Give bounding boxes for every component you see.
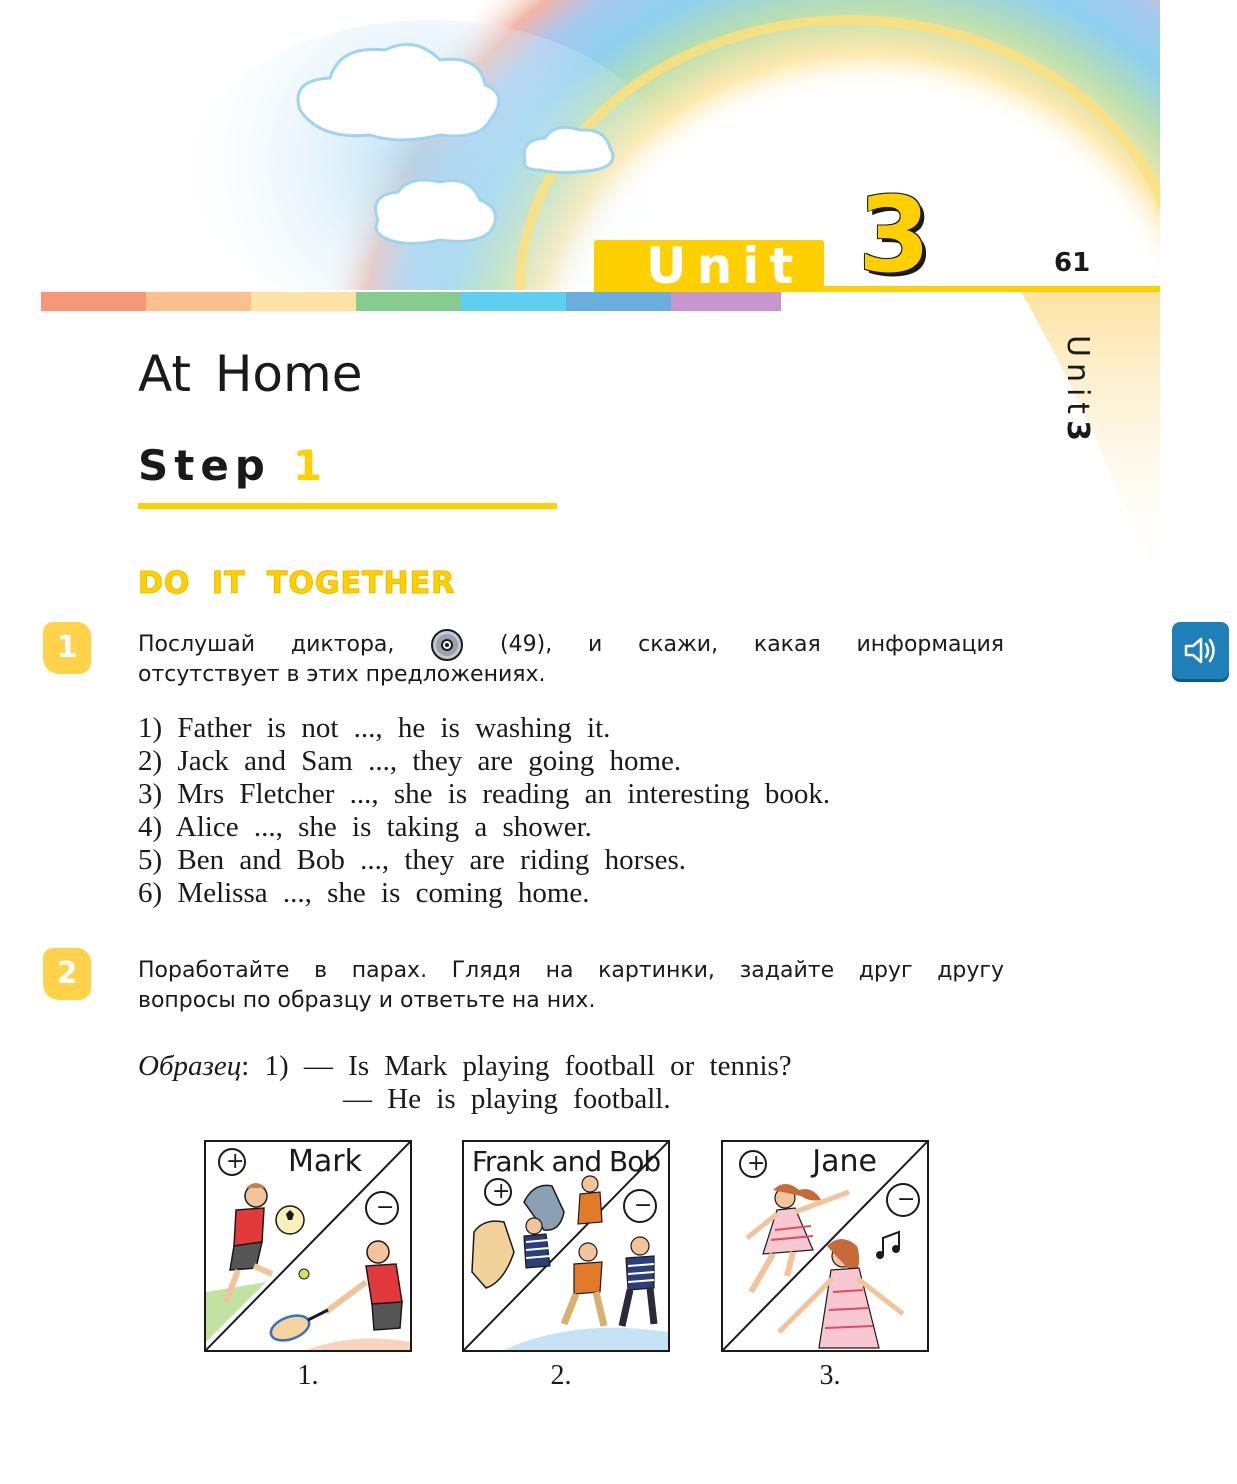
picture-jane-plus-sign: + [747,1151,766,1176]
picture-jane-name: Jane [812,1144,877,1179]
page-number: 61 [1054,248,1091,278]
picture-mark-minus-sign: − [376,1195,395,1220]
speaker-icon [1172,622,1229,679]
exercise-2-badge [43,948,91,1000]
picture-3-caption: 3. [819,1360,841,1391]
color-stripe-segment [41,292,146,311]
picture-jane-minus-sign: − [897,1187,916,1212]
model-label: Образец [138,1050,242,1082]
exercise-1-instruction [138,630,1004,690]
cd-icon[interactable] [430,628,464,662]
exercise-1-instruction-part2: и скажи, какая информация [588,632,1004,657]
picture-mark [204,1140,412,1352]
exercise-2-number: 2 [56,956,78,991]
picture-2-caption: 2. [550,1360,572,1391]
color-stripe-segment [251,292,356,311]
unit-label: Unit [646,237,804,295]
model-question-row [138,1050,792,1083]
side-tab-number: 3 [1060,420,1095,447]
model-dialogue [138,1050,792,1116]
exercise-2-instruction-line2: вопросы по образцу и ответьте на них. [138,988,596,1013]
picture-frank-and-bob-minus-sign: − [634,1193,653,1218]
picture-mark-name: Mark [288,1144,362,1179]
step-label: Step [138,441,271,490]
lesson-title: At Home [138,345,363,403]
exercise-2-instruction-line1: Поработайте в парах. Глядя на картинки, задайте друг другу [138,958,1004,983]
step-underline [138,503,557,509]
color-stripe-segment [461,292,566,311]
audio-button[interactable] [1172,622,1229,679]
exercise-1-number: 1 [56,630,78,665]
unit-number: 3 [858,174,931,296]
exercise-1-instruction-part1: Послушай диктора, [138,632,395,657]
model-answer: — He is playing football. [343,1083,671,1115]
picture-mark-plus-sign: + [226,1149,245,1174]
header-rainbow-art [0,0,1237,620]
sentence-3: 3) Mrs Fletcher ..., she is reading an interesting book. [138,778,831,810]
sentence-4: 4) Alice ..., she is taking a shower. [138,811,592,843]
model-question: : 1) — Is Mark playing football or tennis? [241,1050,792,1082]
sentence-1: 1) Father is not ..., he is washing it. [138,712,611,744]
color-stripe-segment [356,292,461,311]
picture-frank-and-bob-plus-sign: + [492,1179,511,1204]
exercise-1-badge [43,622,91,674]
side-tab-word: Unit [1060,335,1095,421]
color-stripe-segment [146,292,251,311]
exercise-1-instruction-line2: отсутствует в этих предложениях. [138,662,546,687]
picture-1-caption: 1. [297,1360,319,1391]
exercise-2-instruction [138,956,1004,1016]
section-heading: DO IT TOGETHER [138,566,456,601]
picture-frank-and-bob-name: Frank and Bob [471,1145,661,1178]
audio-track-number: (49), [500,632,553,657]
exercise-1-sentences [138,712,830,910]
sentence-2: 2) Jack and Sam ..., they are going home. [138,745,682,777]
sentence-5: 5) Ben and Bob ..., they are riding horses. [138,844,687,876]
step-title [138,440,328,492]
sentence-6: 6) Melissa ..., she is coming home. [138,877,590,909]
picture-jane [721,1140,929,1352]
picture-frank-and-bob [462,1140,670,1352]
step-number: 1 [292,441,329,490]
side-tab [1060,335,1095,447]
